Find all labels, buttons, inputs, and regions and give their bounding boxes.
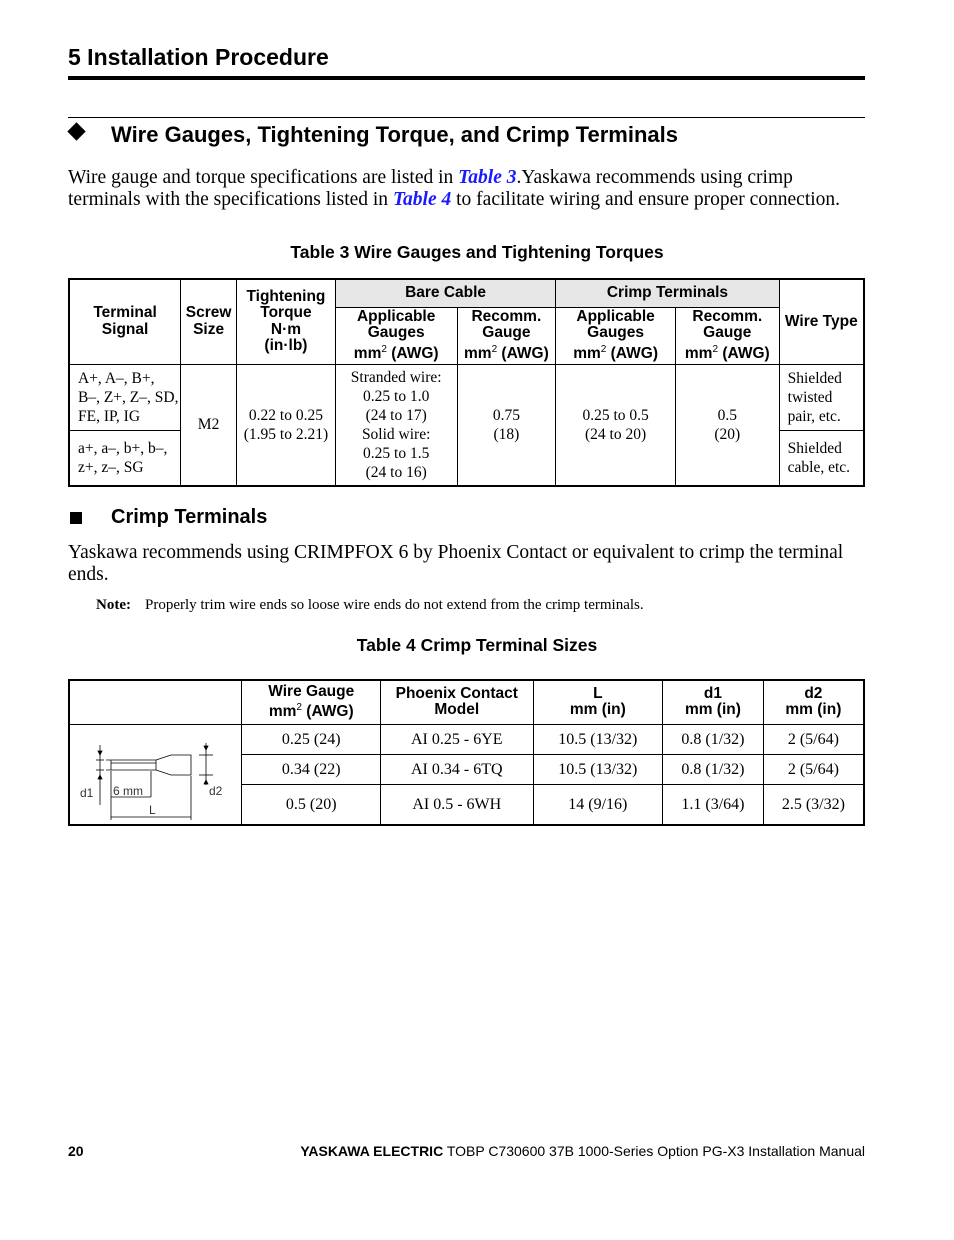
page-number: 20 — [68, 1143, 84, 1159]
header-crimp-applicable-gauges: Applicable Gauges $mm^2$ (AWG) — [556, 307, 676, 364]
crimp-terminals-heading: Crimp Terminals — [111, 506, 268, 528]
cell-wire-type-lower: Shielded cable, etc. — [779, 430, 864, 486]
table4-caption: Table 4 Crimp Terminal Sizes — [356, 635, 598, 655]
cell-gauge: 0.5 (20) — [242, 784, 381, 825]
cell-d1: 1.1 (3/64) — [663, 784, 764, 825]
header-length-l: L mm (in) — [533, 680, 663, 724]
header-wire-gauge: Wire Gauge $mm^2$ (AWG) — [242, 680, 381, 724]
chapter-rule — [68, 76, 865, 80]
header-bare-cable: Bare Cable — [335, 279, 555, 307]
cell-length: 14 (9/16) — [533, 784, 663, 825]
footer-manual-title: YASKAWA ELECTRIC TOBP C730600 37B 1000-Series Option PG-X3 Installation Manual — [300, 1143, 865, 1159]
cell-signal-lower: a+, a–, b+, b–, z+, z–, SG — [69, 430, 181, 486]
cell-wire-type-upper: Shielded twisted pair, etc. — [779, 364, 864, 430]
diagram-label-6mm: 6 mm — [112, 784, 143, 799]
chapter-title: 5 Installation Procedure — [68, 44, 329, 70]
section-rule — [68, 117, 865, 118]
header-crimp-recomm-gauge: Recomm. Gauge $mm^2$ (AWG) — [675, 307, 779, 364]
cell-model: AI 0.25 - 6YE — [381, 724, 534, 754]
header-tightening-torque: Tightening Torque N·m (in·lb) — [237, 279, 336, 364]
cell-length: 10.5 (13/32) — [533, 754, 663, 784]
diagram-label-d2: d2 — [208, 784, 223, 799]
table3-link[interactable]: Table 3 — [458, 167, 517, 188]
table4-link[interactable]: Table 4 — [392, 188, 452, 210]
cell-crimp-applicable: 0.25 to 0.5 (24 to 20) — [556, 364, 676, 486]
header-d2: d2 mm (in) — [763, 680, 864, 724]
note — [96, 597, 644, 614]
cell-screw-size: M2 — [181, 364, 237, 486]
note-label: Note: — [96, 597, 131, 613]
intro-paragraph: Wire gauge and torque specifications are listed in Table 3.Yaskawa recommends using crimp terminals with the specifications listed in Table 4 to facilitate wiring and ensure proper connection. — [68, 167, 841, 210]
cell-torque: 0.22 to 0.25 (1.95 to 2.21) — [237, 364, 336, 486]
header-screw-size: Screw Size — [181, 279, 237, 364]
diagram-label-l: L — [148, 803, 156, 818]
header-d1: d1 mm (in) — [663, 680, 764, 724]
header-terminal-signal: Terminal Signal — [69, 279, 181, 364]
header-diagram-blank — [69, 680, 242, 724]
header-phoenix-model: Phoenix Contact Model — [381, 680, 534, 724]
header-bare-recomm-gauge: Recomm. Gauge $mm^2$ (AWG) — [457, 307, 556, 364]
cell-gauge: 0.34 (22) — [242, 754, 381, 784]
diamond-bullet-icon — [67, 122, 85, 140]
cell-bare-recomm: 0.75 (18) — [457, 364, 556, 486]
cell-d1: 0.8 (1/32) — [663, 724, 764, 754]
diagram-label-d1: d1 — [79, 786, 94, 801]
cell-length: 10.5 (13/32) — [533, 724, 663, 754]
crimp-terminal-diagram-cell — [69, 724, 242, 825]
cell-d2: 2 (5/64) — [763, 724, 864, 754]
cell-d1: 0.8 (1/32) — [663, 754, 764, 784]
header-wire-type: Wire Type — [779, 279, 864, 364]
cell-bare-applicable: Stranded wire: 0.25 to 1.0 (24 to 17) Solid wire: 0.25 to 1.5 (24 to 16) — [335, 364, 457, 486]
cell-signal-upper: A+, A–, B+, B–, Z+, Z–, SD, FE, IP, IG — [69, 364, 181, 430]
crimp-paragraph: Yaskawa recommends using CRIMPFOX 6 by Phoenix Contact or equivalent to crimp the terminal ends. — [68, 542, 844, 585]
cell-crimp-recomm: 0.5 (20) — [675, 364, 779, 486]
crimp-terminal-size-table — [68, 679, 865, 826]
cell-d2: 2 (5/64) — [763, 754, 864, 784]
header-bare-applicable-gauges: Applicable Gauges $mm^2$ (AWG) — [335, 307, 457, 364]
cell-model: AI 0.34 - 6TQ — [381, 754, 534, 784]
cell-d2: 2.5 (3/32) — [763, 784, 864, 825]
square-bullet-icon — [70, 512, 82, 524]
cell-model: AI 0.5 - 6WH — [381, 784, 534, 825]
crimp-terminal-diagram — [71, 725, 241, 823]
header-crimp-terminals: Crimp Terminals — [556, 279, 779, 307]
section-title: Wire Gauges, Tightening Torque, and Crimp Terminals — [111, 122, 678, 147]
cell-gauge: 0.25 (24) — [242, 724, 381, 754]
table3-caption: Table 3 Wire Gauges and Tightening Torques — [290, 242, 664, 262]
note-text: Properly trim wire ends so loose wire ends do not extend from the crimp terminals. — [144, 597, 644, 613]
wire-gauge-table — [68, 278, 865, 487]
